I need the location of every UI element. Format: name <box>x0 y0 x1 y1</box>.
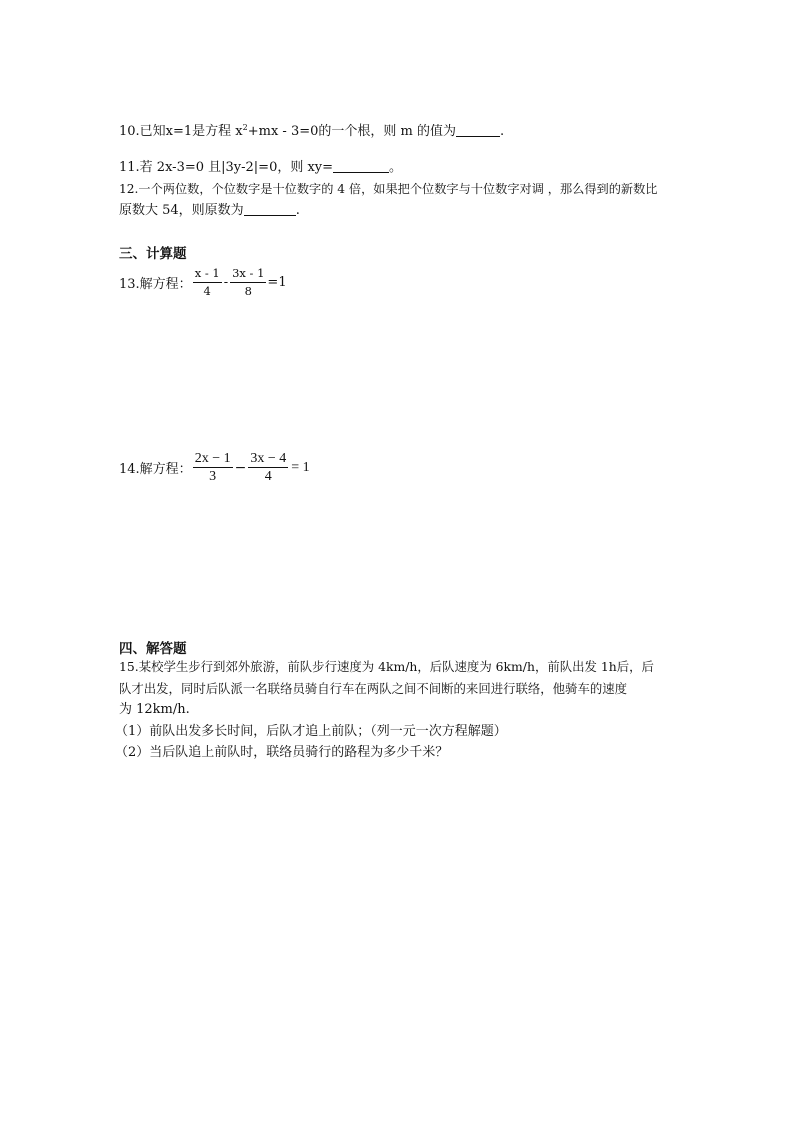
q13-denominator-1: 4 <box>203 284 211 298</box>
q11-answer-blank[interactable] <box>333 171 389 173</box>
q13-denominator-2: 8 <box>244 284 252 298</box>
section-3-title: 三、计算题 <box>119 246 187 262</box>
q12-answer-blank[interactable] <box>244 214 296 216</box>
q14-numerator-1: 2x − 1 <box>194 451 231 466</box>
q10-exponent: 2 <box>242 123 248 132</box>
question-14 <box>119 451 310 484</box>
q12-line2-text: 原数大 54，则原数为 <box>119 203 244 218</box>
q13-minus: - <box>223 275 229 290</box>
q14-label: 14.解方程： <box>119 462 192 477</box>
q14-fraction-2 <box>248 451 288 484</box>
q15-line3: 为 12km/h. <box>119 702 190 717</box>
q14-minus: − <box>234 459 247 476</box>
question-10 <box>119 119 504 141</box>
q12-line1: 12.一个两位数，个位数字是十位数字的 4 倍，如果把个位数字与十位数字对调 ，那么得到的新数比 <box>119 182 658 196</box>
q11-text: 11.若 2x-3=0 且|3y-2|=0，则 xy= <box>119 160 334 175</box>
question-12 <box>119 179 701 221</box>
question-13 <box>119 266 287 299</box>
q13-rhs: =1 <box>267 275 287 290</box>
q12-end: . <box>295 203 300 218</box>
question-15 <box>115 656 701 764</box>
q10-answer-blank[interactable] <box>456 135 500 137</box>
section-4-title: 四、解答题 <box>119 641 187 657</box>
q10-prefix: 10.已知x=1是方程 x <box>119 124 243 139</box>
q13-label: 13.解方程： <box>119 277 192 292</box>
q14-numerator-2: 3x − 4 <box>250 451 287 466</box>
q11-end: 。 <box>389 160 403 175</box>
q10-end: . <box>499 124 505 139</box>
q14-fraction-1 <box>193 451 233 484</box>
q15-line1: 15.某校学生步行到郊外旅游，前队步行速度为 4km/h，后队速度为 6km/h，前队出发 1h后，后 <box>119 659 654 674</box>
q14-denominator-1: 3 <box>209 469 217 484</box>
q15-subquestion-1: （1）前队出发多长时间，后队才追上前队；（列一元一次方程解题） <box>115 723 507 739</box>
q13-fraction-2 <box>230 266 266 299</box>
q15-subquestion-2: （2）当后队追上前队时，联络员骑行的路程为多少千米？ <box>115 745 449 760</box>
q13-fraction-1 <box>193 266 222 299</box>
q14-denominator-2: 4 <box>264 469 272 484</box>
q10-suffix: +mx - 3=0的一个根，则 m 的值为 <box>247 124 456 139</box>
q13-numerator-2: 3x - 1 <box>232 266 265 280</box>
q15-line2: 队才出发，同时后队派一名联络员骑自行车在两队之间不间断的来回进行联络，他骑车的速度 <box>119 680 628 696</box>
q13-numerator-1: x - 1 <box>194 266 220 280</box>
q12-line2 <box>119 200 701 221</box>
question-11 <box>119 159 402 177</box>
q14-rhs: = 1 <box>291 459 310 475</box>
